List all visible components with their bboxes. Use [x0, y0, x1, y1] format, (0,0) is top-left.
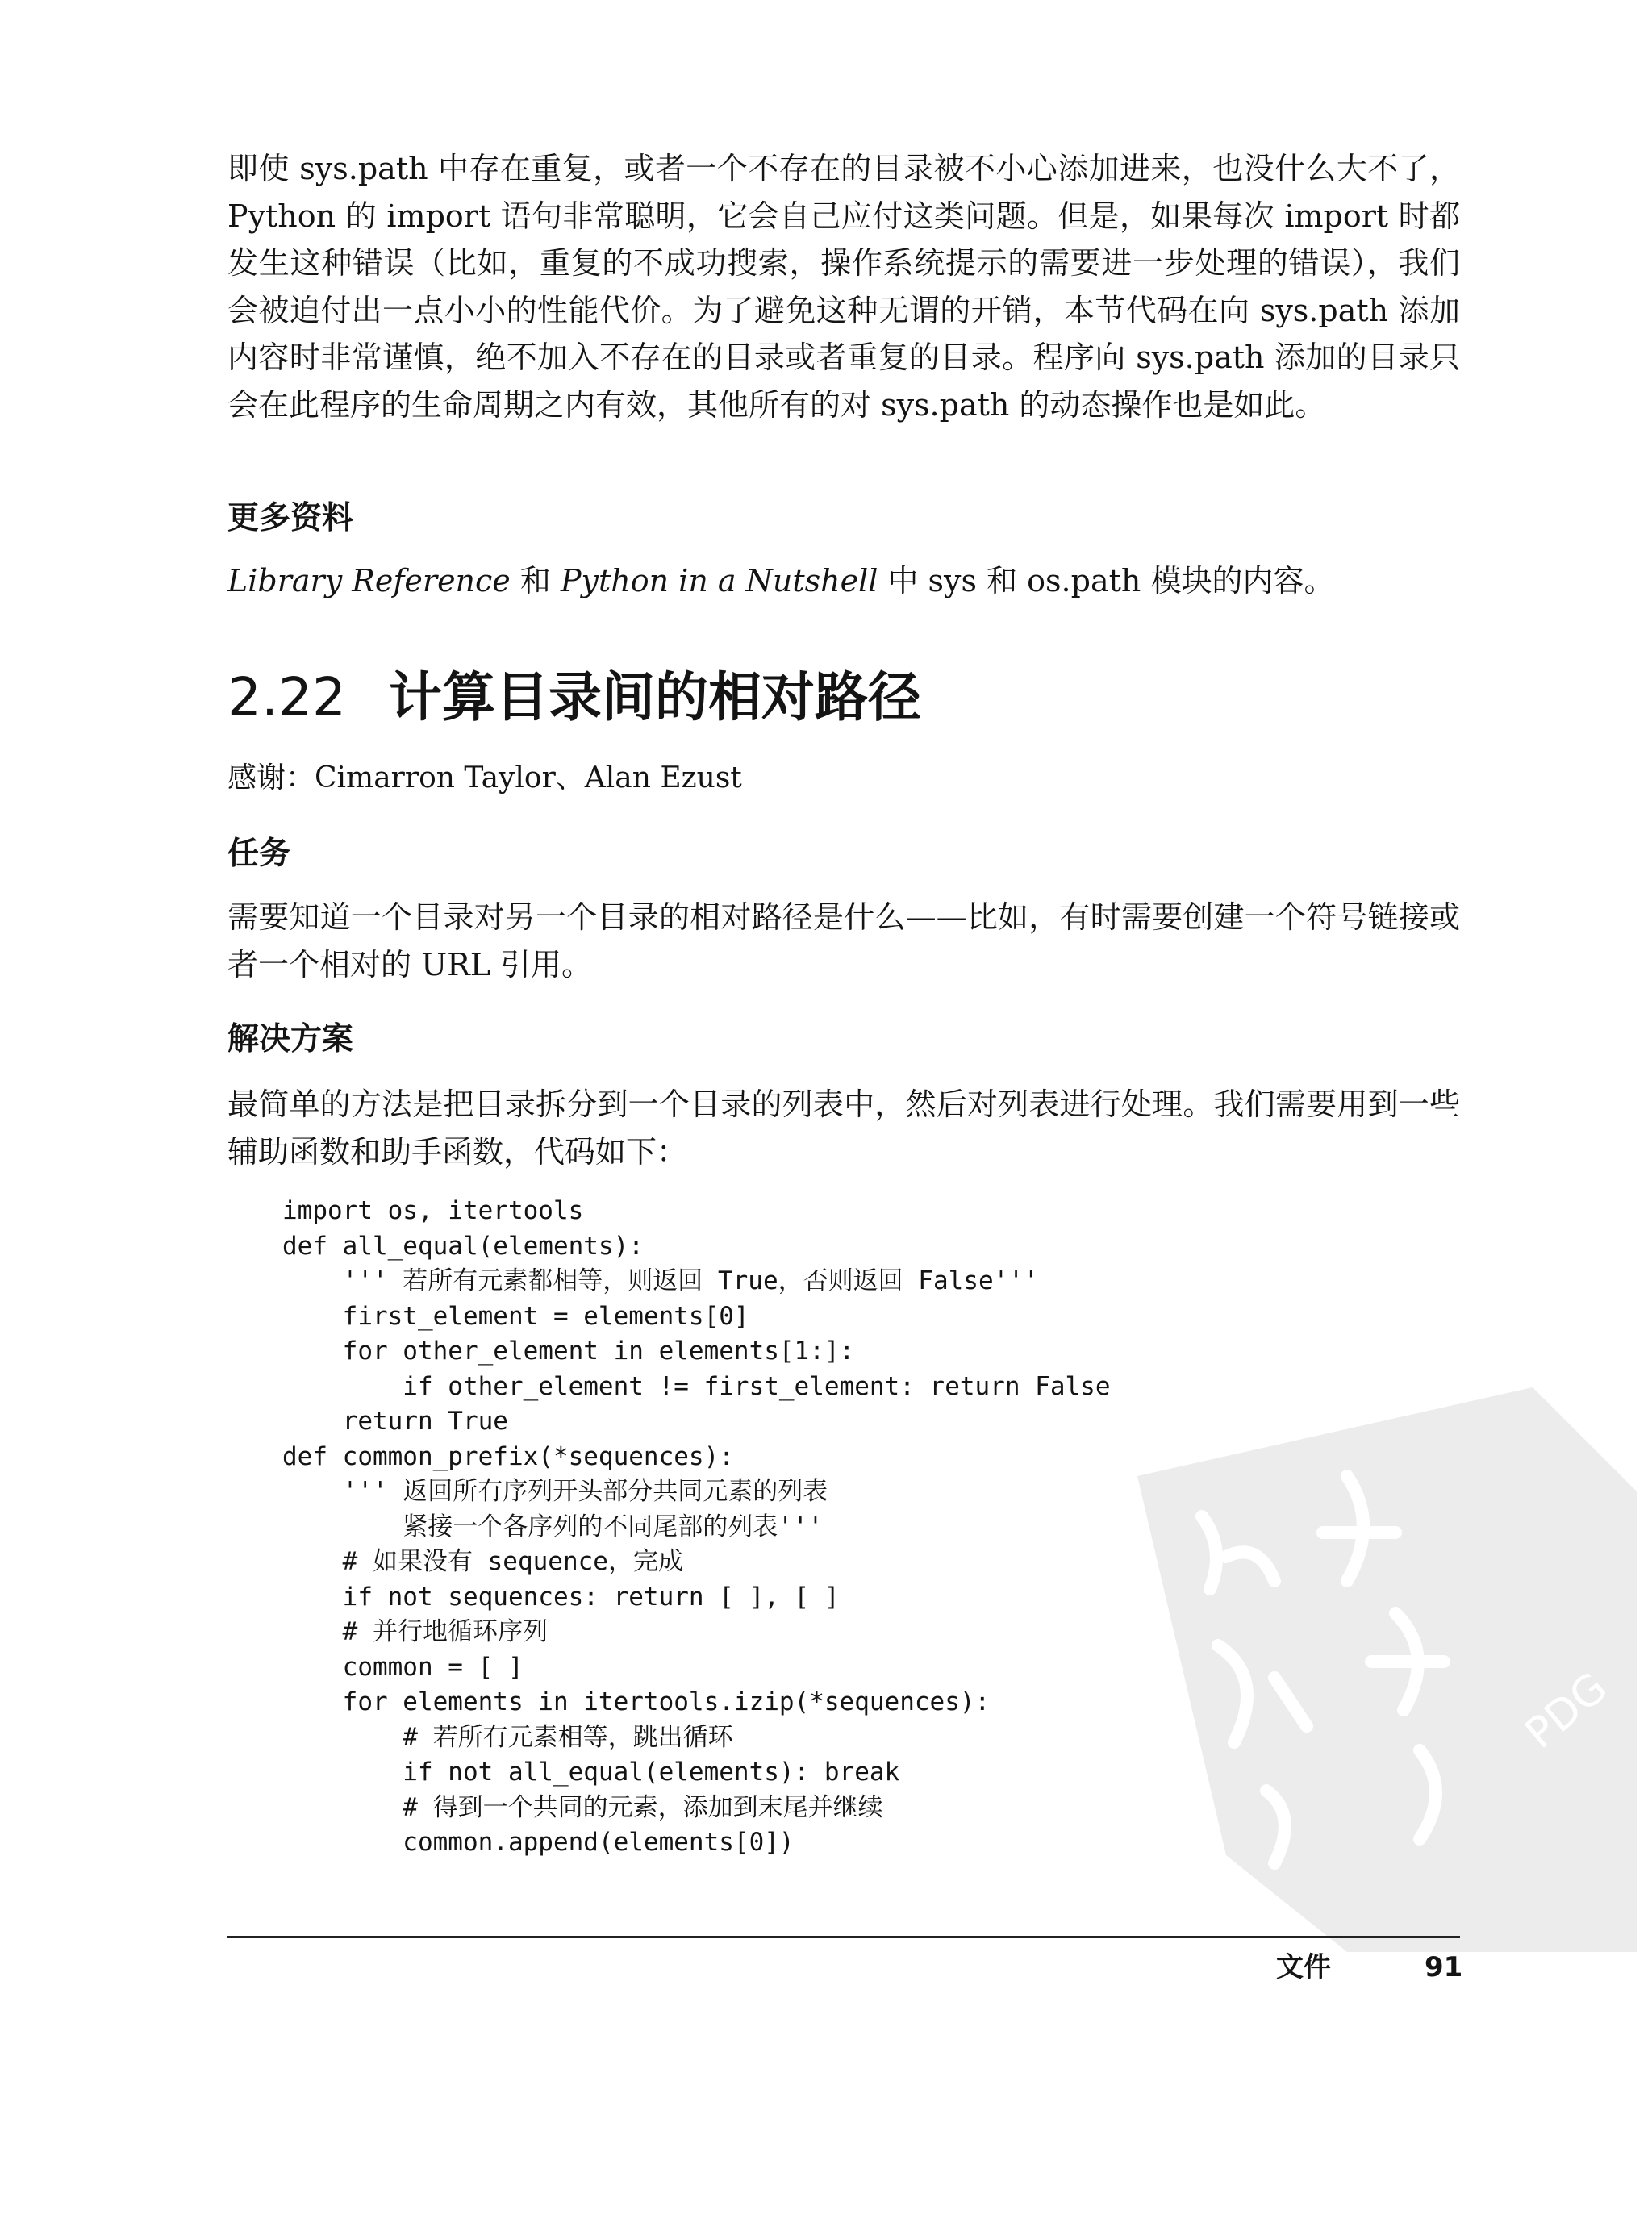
reference-and: 和 — [510, 563, 561, 598]
code-line: 紧接一个各序列的不同尾部的列表''' — [282, 1512, 824, 1541]
code-line: def common_prefix(*sequences): — [282, 1441, 734, 1471]
task-text: 需要知道一个目录对另一个目录的相对路径是什么——比如，有时需要创建一个符号链接或者一个相对的 URL 引用。 — [227, 899, 1460, 982]
code-line: if other_element != first_element: return False — [282, 1371, 1111, 1401]
code-line: # 如果没有 sequence，完成 — [282, 1547, 683, 1576]
reference-library: Library Reference — [227, 563, 511, 598]
solution-text: 最简单的方法是把目录拆分到一个目录的列表中，然后对列表进行处理。我们需要用到一些辅助函数和助手函数，代码如下： — [227, 1086, 1460, 1170]
see-also-reference — [227, 560, 1334, 602]
task-heading: 任务 — [227, 836, 291, 872]
intro-paragraph: 即使 sys.path 中存在重复，或者一个不存在的目录被不小心添加进来，也没什么大不了，Python 的 import 语句非常聪明，它会自己应付这类问题。但是，如果每次 import 时都发生这种错误（比如，重复的不成功搜索，操作系统提示的需要进一步处理的错误），我们会被迫付出一点小小的性能代价。为了避免这种无谓的开销，本节代码在向 sys.path 添加内容时非常谨慎，绝不加入不存在的目录或者重复的目录。程序向 sys.path 添加的目录只会在此程序的生命周期之内有效，其他所有的对 sys.path 的动态操作也是如此。 — [227, 151, 1460, 423]
code-line: common = [ ] — [282, 1652, 524, 1682]
seal-watermark — [1081, 1371, 1652, 1952]
code-line: # 若所有元素相等，跳出循环 — [282, 1722, 733, 1752]
solution-heading: 解决方案 — [227, 1021, 354, 1057]
code-line: return True — [282, 1407, 508, 1436]
code-line: def all_equal(elements): — [282, 1231, 644, 1261]
code-line: for other_element in elements[1:]: — [282, 1337, 855, 1366]
watermark-text: PDG — [1516, 1663, 1617, 1758]
code-block — [282, 1194, 1111, 1861]
code-line: if not all_equal(elements): break — [282, 1758, 900, 1787]
footer-page-number: 91 — [1425, 1951, 1463, 1983]
reference-rest: 中 sys 和 os.path 模块的内容。 — [878, 563, 1335, 598]
code-line: common.append(elements[0]) — [282, 1828, 795, 1857]
section-number: 2.22 — [227, 666, 346, 728]
code-line: ''' 返回所有序列开头部分共同元素的列表 — [282, 1477, 828, 1506]
section-heading — [227, 661, 921, 734]
code-line: ''' 若所有元素都相等，则返回 True，否则返回 False''' — [282, 1266, 1039, 1295]
section-credit: 感谢：Cimarron Taylor、Alan Ezust — [227, 761, 742, 795]
section-title: 计算目录间的相对路径 — [389, 666, 921, 728]
code-line: import os, itertools — [282, 1196, 584, 1225]
code-line: for elements in itertools.izip(*sequences): — [282, 1687, 991, 1716]
code-line: first_element = elements[0] — [282, 1301, 749, 1331]
see-also-heading: 更多资料 — [227, 500, 354, 536]
code-line: # 并行地循环序列 — [282, 1617, 548, 1646]
code-line: # 得到一个共同的元素，添加到末尾并继续 — [282, 1792, 883, 1822]
code-line: if not sequences: return [ ], [ ] — [282, 1582, 840, 1612]
footer-rule — [227, 1936, 1460, 1938]
footer-chapter-title: 文件 — [1276, 1951, 1331, 1983]
reference-nutshell: Python in a Nutshell — [560, 563, 878, 598]
